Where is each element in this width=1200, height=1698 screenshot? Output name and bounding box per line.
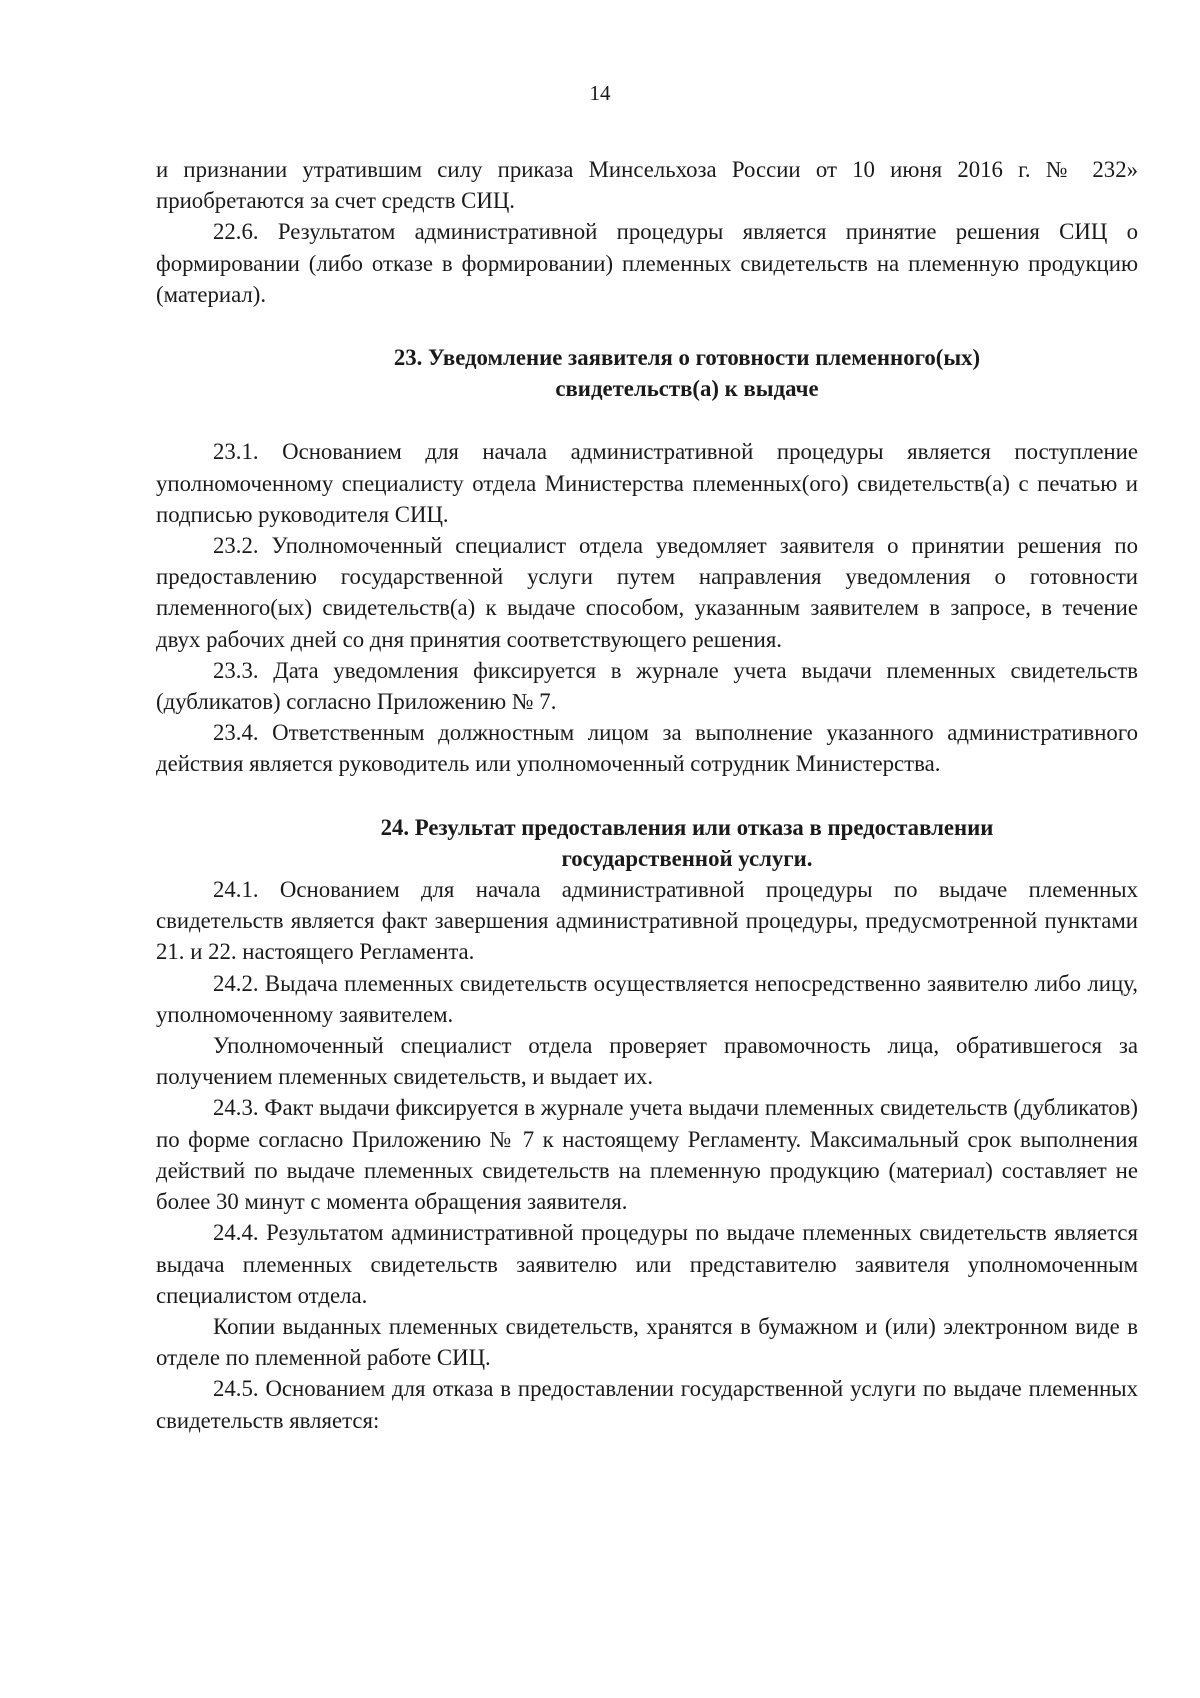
paragraph-24-2-cont: Уполномоченный специалист отдела проверяет правомочность лица, обратившегося за получением племенных свидетельств, и выдает их. <box>156 1033 1138 1090</box>
paragraph-24-1: 24.1. Основанием для начала административной процедуры по выдаче племенных свидетельств является факт завершения административной процедуры, предусмотренной пунктами 21. и 22. настоящего Регламента. <box>156 877 1138 965</box>
paragraph-continuation: и признании утратившим силу приказа Минсельхоза России от 10 июня 2016 г. № 232» приобретаются за счет средств СИЦ. <box>156 157 1138 214</box>
paragraph-24-5: 24.5. Основанием для отказа в предоставлении государственной услуги по выдаче племенных свидетельств является: <box>156 1376 1138 1433</box>
paragraph-24-2: 24.2. Выдача племенных свидетельств осуществляется непосредственно заявителю либо лицу, уполномоченному заявителем. <box>156 970 1138 1027</box>
paragraph-23-1: 23.1. Основанием для начала административной процедуры является поступление уполномоченному специалисту отдела Министерства племенных(ого) свидетельств(а) с печатью и подписью руководителя СИЦ. <box>156 439 1138 527</box>
paragraph-23-2: 23.2. Уполномоченный специалист отдела уведомляет заявителя о принятии решения по предоставлению государственной услуги путем направления уведомления о готовности племенного(ых) свидетельств(а) к выдаче способом, указанным заявителем в запросе, в течение двух рабочих дней со дня принятия соответствующего решения. <box>156 533 1138 652</box>
paragraph-23-4: 23.4. Ответственным должностным лицом за выполнение указанного административного действия является руководитель или уполномоченный сотрудник Министерства. <box>156 720 1138 777</box>
page-number: 14 <box>589 81 611 105</box>
paragraph-23-3: 23.3. Дата уведомления фиксируется в журнале учета выдачи племенных свидетельств (дубликатов) согласно Приложению № 7. <box>156 657 1138 715</box>
section-24-heading-line2: государственной услуги. <box>561 845 813 871</box>
section-24-heading <box>156 812 1138 874</box>
paragraph-24-3: 24.3. Факт выдачи фиксируется в журнале учета выдачи племенных свидетельств (дубликатов) по форме согласно Приложению № 7 к настоящему Регламенту. Максимальный срок выполнения действий по выдаче племенных свидетельств на племенную продукцию (материал) составляет не более 30 минут с момента обращения заявителя. <box>156 1095 1138 1215</box>
section-24-heading-line1: 24. Результат предоставления или отказа в предоставлении <box>380 814 994 840</box>
paragraph-24-4: 24.4. Результатом административной процедуры по выдаче племенных свидетельств является выдача племенных свидетельств заявителю или представителю заявителя уполномоченным специалистом отдела. <box>156 1220 1138 1308</box>
section-23-heading-line2: свидетельств(а) к выдаче <box>555 376 819 402</box>
section-23-heading-line1: 23. Уведомление заявителя о готовности племенного(ых) <box>393 345 981 371</box>
paragraph-24-4-cont: Копии выданных племенных свидетельств, хранятся в бумажном и (или) электронном виде в отделе по племенной работе СИЦ. <box>156 1313 1138 1371</box>
document-body <box>156 154 1138 1436</box>
section-23-heading <box>156 342 1138 404</box>
paragraph-22-6: 22.6. Результатом административной процедуры является принятие решения СИЦ о формировании (либо отказе в формировании) племенных свидетельств на племенную продукцию (материал). <box>156 219 1138 307</box>
